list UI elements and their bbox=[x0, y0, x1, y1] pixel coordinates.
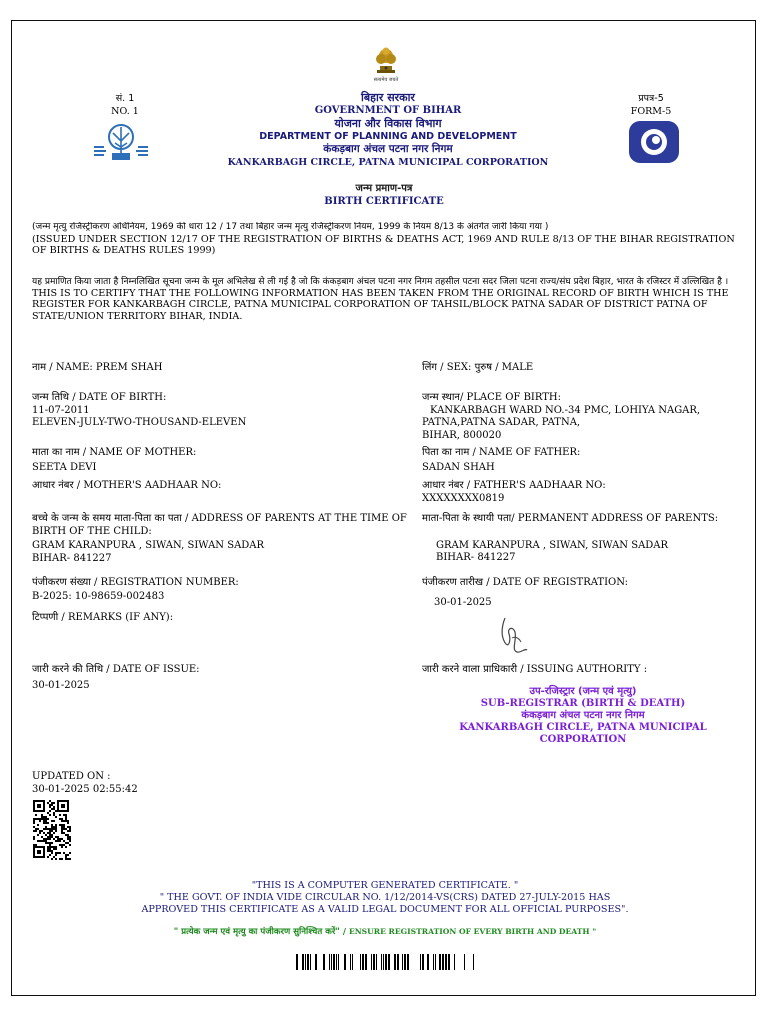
regno-label: / REGISTRATION NUMBER: bbox=[90, 577, 239, 588]
sex-label: / SEX: bbox=[437, 362, 472, 373]
crs-logo bbox=[628, 120, 680, 168]
mother-aadhaar-label-hindi: आधार नंबर bbox=[32, 480, 74, 491]
permanent-address-field bbox=[422, 513, 718, 565]
footer-line1: "THIS IS A COMPUTER GENERATED CERTIFICATE. " bbox=[251, 880, 519, 891]
birth-address-field bbox=[32, 513, 412, 565]
father-aadhaar-value: XXXXXXXX0819 bbox=[422, 492, 505, 504]
father-aadhaar-field bbox=[422, 480, 606, 505]
title-hindi: जन्म प्रमाण-पत्र bbox=[355, 183, 413, 194]
emblem-motto: सत्यमेव जयते bbox=[373, 77, 399, 83]
birth-address-line2: BIHAR- 841227 bbox=[32, 552, 112, 564]
regno-label-hindi: पंजीकरण संख्या bbox=[32, 577, 91, 588]
barcode-icon bbox=[294, 954, 476, 970]
mother-value: SEETA DEVI bbox=[32, 461, 97, 473]
pob-line1: KANKARBAGH WARD NO.-34 PMC, LOHIYA NAGAR, bbox=[430, 404, 701, 416]
perm-address-label-hindi: माता-पिता के स्थायी पता bbox=[422, 513, 512, 524]
qr-code bbox=[33, 800, 71, 864]
form-hindi: प्रपत्र-5 bbox=[638, 93, 664, 104]
registration-date-field bbox=[422, 577, 628, 609]
circle-hindi: कंकड़बाग अंचल पटना नगर निगम bbox=[323, 143, 453, 155]
slogan-english: ENSURE REGISTRATION OF EVERY BIRTH AND DEATH " bbox=[348, 927, 597, 936]
perm-address-line1: GRAM KARANPURA , SIWAN, SIWAN SADAR bbox=[436, 539, 669, 551]
perm-address-line2: BIHAR- 841227 bbox=[436, 552, 516, 563]
father-aadhaar-label: / FATHER'S AADHAAR NO: bbox=[463, 480, 606, 491]
authority-line2: CORPORATION bbox=[539, 734, 627, 745]
sex-value: / MALE bbox=[492, 362, 534, 373]
sex-label-hindi: लिंग bbox=[422, 362, 437, 373]
footer-line3: APPROVED THIS CERTIFICATE AS A VALID LEGAL DOCUMENT FOR ALL OFFICIAL PURPOSES". bbox=[141, 904, 629, 915]
issued-english: (ISSUED UNDER SECTION 12/17 OF THE REGISTRATION OF BIRTHS & DEATHS ACT, 1969 AND RULE 8/13 OF THE BIHAR REGISTRATION OF BIRTHS & DEATHS RULES 1999) bbox=[32, 234, 735, 257]
pob-label-hindi: जन्म स्थान bbox=[422, 392, 460, 403]
regdate-value: 30-01-2025 bbox=[434, 596, 492, 608]
father-label: / NAME OF FATHER: bbox=[469, 447, 581, 458]
dob-field bbox=[32, 392, 246, 430]
dept-english: DEPARTMENT OF PLANNING AND DEVELOPMENT bbox=[259, 131, 517, 142]
authority-label: / ISSUING AUTHORITY : bbox=[517, 664, 648, 675]
father-field bbox=[422, 447, 580, 474]
father-label-hindi: पिता का नाम bbox=[422, 447, 470, 458]
dept-hindi: योजना और विकास विभाग bbox=[334, 117, 442, 130]
issue-label-hindi: जारी करने की तिथि bbox=[32, 664, 104, 675]
authority-circle-hindi: कंकड़बाग अंचल पटना नगर निगम bbox=[521, 710, 645, 721]
updated-block bbox=[32, 771, 138, 796]
slogan-hindi: " प्रत्येक जन्म एवं मृत्यु का पंजीकरण सुनिश्चित करें" bbox=[173, 927, 340, 937]
issue-value: 30-01-2025 bbox=[32, 679, 90, 691]
dob-words: ELEVEN-JULY-TWO-THOUSAND-ELEVEN bbox=[32, 417, 247, 428]
regno-value: B-2025: 10-98659-002483 bbox=[32, 590, 165, 602]
issue-date-field bbox=[32, 664, 200, 692]
birth-address-label-hindi: बच्चे के जन्म के समय माता-पिता का पता bbox=[32, 513, 182, 524]
birth-address-label: / ADDRESS OF PARENTS AT THE TIME OF BIRTH OF THE CHILD: bbox=[32, 513, 407, 537]
regdate-label-hindi: पंजीकरण तारीख bbox=[422, 577, 484, 588]
pob-field bbox=[422, 392, 700, 442]
father-value: SADAN SHAH bbox=[422, 461, 495, 473]
issued-hindi: (जन्म मृत्यु रजिस्ट्रीकरण अधिनियम, 1969 की धारा 12 / 17 तथा बिहार जन्म मृत्यु रजिस्ट्रीकरण नियम, 1999 के नियम 8/13 के अंतर्गत जारी किया गया ) bbox=[32, 222, 549, 232]
number-hindi: सं. 1 bbox=[115, 93, 135, 104]
pob-label: / PLACE OF BIRTH: bbox=[459, 392, 561, 403]
dob-label: / DATE OF BIRTH: bbox=[69, 392, 167, 403]
authority-line1: KANKARBAGH CIRCLE, PATNA MUNICIPAL bbox=[459, 722, 707, 733]
signature bbox=[497, 614, 531, 660]
barcode bbox=[294, 954, 476, 974]
regdate-label: / DATE OF REGISTRATION: bbox=[483, 577, 628, 588]
certify-hindi: यह प्रमाणित किया जाता है निम्नलिखित सूचना जन्म के मूल अभिलेख से ली गई है जो कि कंकड़बाग अंचल पटना नगर निगम तहसील पटना सदर जिला पटना राज्य/संघ प्रदेश बिहार, भारत के रजिस्टर में उल्लिखित है । bbox=[32, 277, 729, 287]
emblem-icon bbox=[363, 44, 409, 74]
bihar-logo bbox=[90, 123, 152, 169]
slogan bbox=[90, 926, 680, 938]
national-emblem bbox=[363, 44, 409, 83]
bodhi-tree-logo-icon bbox=[90, 123, 152, 165]
sex-field bbox=[422, 362, 533, 375]
crs-logo-icon bbox=[628, 120, 680, 164]
name-label-hindi: नाम bbox=[32, 362, 47, 373]
remarks-field bbox=[32, 612, 173, 625]
name-value: PREM SHAH bbox=[95, 362, 163, 373]
certify-english: THIS IS TO CERTIFY THAT THE FOLLOWING INFORMATION HAS BEEN TAKEN FROM THE ORIGINAL RECORD OF BIRTH WHICH IS THE REGISTER FOR KANKARBAGH CIRCLE, PATNA MUNICIPAL CORPORATION OF TAHSIL/BLOCK PATNA SADAR OF DISTRICT PATNA OF STATE/UNION TERRITORY BIHAR, INDIA. bbox=[32, 288, 729, 322]
perm-address-label: / PERMANENT ADDRESS OF PARENTS: bbox=[511, 513, 719, 524]
qr-code-icon bbox=[33, 800, 71, 860]
footer bbox=[90, 880, 680, 916]
mother-label: / NAME OF MOTHER: bbox=[79, 447, 197, 458]
father-aadhaar-label-hindi: आधार नंबर bbox=[422, 480, 464, 491]
issue-label: / DATE OF ISSUE: bbox=[103, 664, 200, 675]
updated-value: 30-01-2025 02:55:42 bbox=[32, 783, 138, 795]
slogan-separator: / bbox=[339, 927, 349, 937]
birth-address-line1: GRAM KARANPURA , SIWAN, SIWAN SADAR bbox=[32, 540, 265, 551]
authority-label-hindi: जारी करने वाला प्राधिकारी bbox=[422, 664, 518, 675]
authority-english: SUB-REGISTRAR (BIRTH & DEATH) bbox=[480, 698, 686, 709]
circle-english: KANKARBAGH CIRCLE, PATNA MUNICIPAL CORPORATION bbox=[227, 157, 549, 168]
gov-hindi: बिहार सरकार bbox=[361, 91, 415, 104]
number-english: NO. 1 bbox=[111, 106, 139, 117]
dob-value: 11-07-2011 bbox=[32, 404, 90, 416]
mother-field bbox=[32, 447, 196, 474]
pob-line2: PATNA,PATNA SADAR, PATNA, bbox=[422, 417, 581, 428]
remarks-label: / REMARKS (IF ANY): bbox=[58, 612, 174, 623]
updated-label: UPDATED ON : bbox=[32, 771, 111, 782]
sex-value-hindi: पुरुष bbox=[474, 362, 493, 373]
mother-label-hindi: माता का नाम bbox=[32, 447, 80, 458]
name-label: / NAME: bbox=[46, 362, 93, 373]
page-title: BIRTH CERTIFICATE bbox=[324, 196, 444, 207]
authority-block bbox=[448, 686, 718, 746]
authority-hindi: उप-रजिस्ट्रार (जन्म एवं मृत्यु) bbox=[529, 686, 637, 697]
issuing-authority-field bbox=[422, 664, 647, 677]
pob-line3: BIHAR, 800020 bbox=[422, 429, 502, 441]
mother-aadhaar-label: / MOTHER'S AADHAAR NO: bbox=[73, 480, 222, 491]
name-field bbox=[32, 362, 162, 375]
gov-english: GOVERNMENT OF BIHAR bbox=[314, 105, 462, 116]
remarks-label-hindi: टिप्पणी bbox=[32, 612, 59, 623]
footer-line2: " THE GOVT. OF INDIA VIDE CIRCULAR NO. 1/12/2014-VS(CRS) DATED 27-JULY-2015 HAS bbox=[159, 892, 611, 903]
dob-label-hindi: जन्म तिथि bbox=[32, 392, 70, 403]
mother-aadhaar-field bbox=[32, 480, 221, 493]
form-english: FORM-5 bbox=[630, 106, 672, 117]
registration-number-field bbox=[32, 577, 239, 603]
signature-icon bbox=[497, 614, 531, 656]
